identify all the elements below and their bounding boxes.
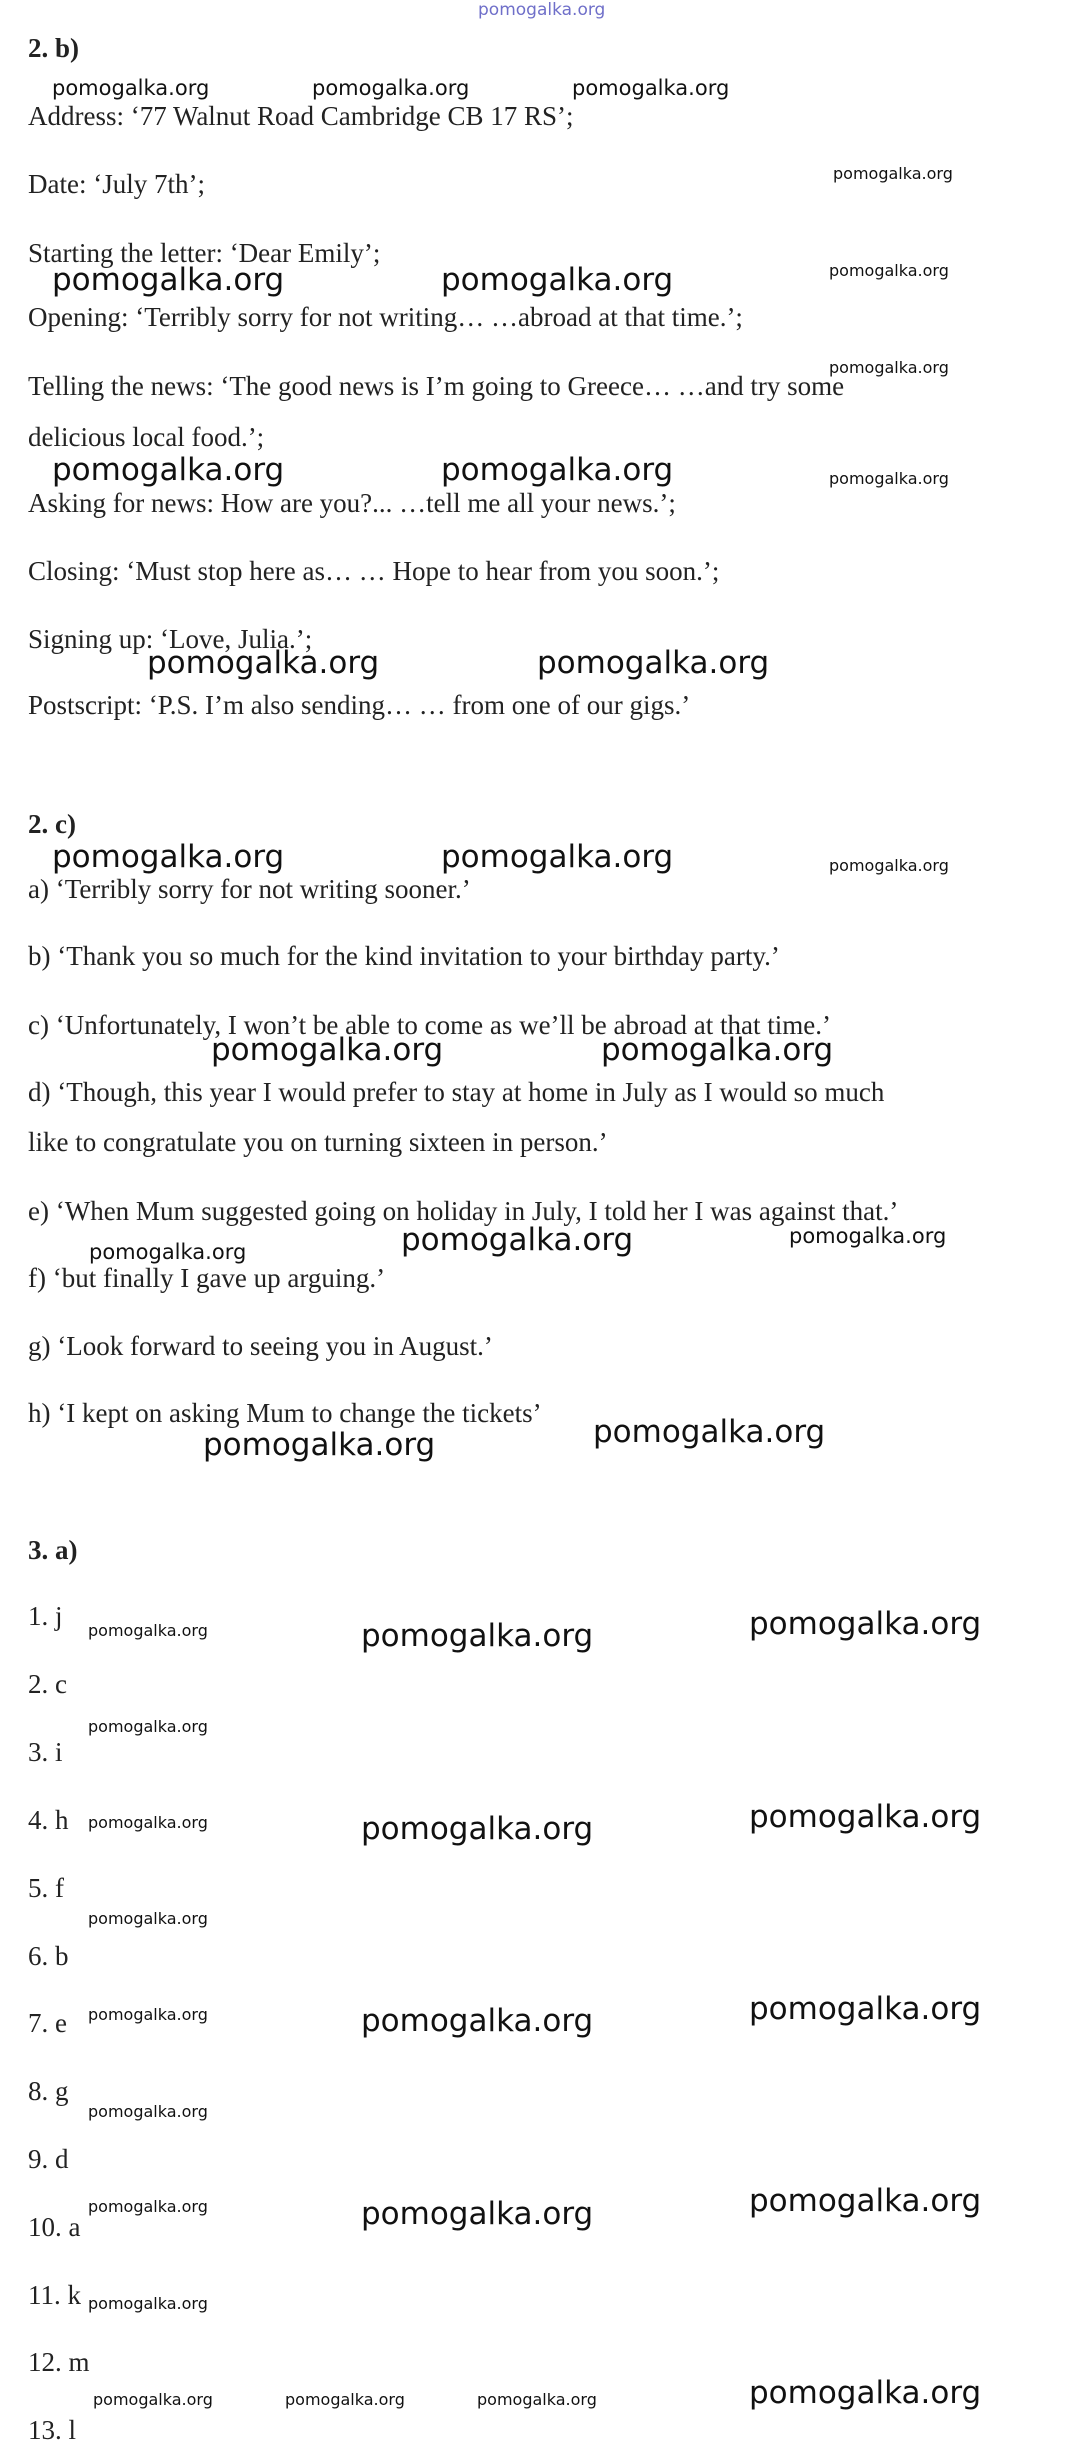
watermark: pomogalka.org bbox=[93, 2390, 213, 2409]
watermark: pomogalka.org bbox=[361, 1618, 594, 1654]
watermark: pomogalka.org bbox=[88, 1717, 208, 1736]
watermark: pomogalka.org bbox=[361, 2196, 594, 2232]
watermark: pomogalka.org bbox=[829, 856, 949, 875]
answer-line: 11. k bbox=[28, 2280, 81, 2310]
watermark: pomogalka.org bbox=[441, 452, 674, 488]
watermark: pomogalka.org bbox=[478, 0, 606, 20]
watermark: pomogalka.org bbox=[537, 645, 770, 681]
text-line: Date: ‘July 7th’; bbox=[28, 169, 205, 199]
answer-line: 3. i bbox=[28, 1737, 63, 1767]
watermark: pomogalka.org bbox=[88, 2102, 208, 2121]
text-line: Signing up: ‘Love, Julia.’; bbox=[28, 624, 313, 654]
watermark: pomogalka.org bbox=[833, 164, 953, 183]
watermark: pomogalka.org bbox=[52, 262, 285, 298]
watermark: pomogalka.org bbox=[88, 2197, 208, 2216]
text-line: f) ‘but finally I gave up arguing.’ bbox=[28, 1263, 386, 1293]
watermark: pomogalka.org bbox=[312, 76, 470, 100]
text-line: Opening: ‘Terribly sorry for not writing… …abroad at that time.’; bbox=[28, 302, 743, 332]
watermark: pomogalka.org bbox=[593, 1414, 826, 1450]
section-heading-2b: 2. b) bbox=[28, 33, 80, 63]
text-line: c) ‘Unfortunately, I won’t be able to come as we’ll be abroad at that time.’ bbox=[28, 1010, 831, 1040]
watermark: pomogalka.org bbox=[211, 1032, 444, 1068]
watermark: pomogalka.org bbox=[52, 452, 285, 488]
text-line: delicious local food.’; bbox=[28, 422, 265, 452]
text-line: Starting the letter: ‘Dear Emily’; bbox=[28, 238, 381, 268]
watermark: pomogalka.org bbox=[749, 1799, 982, 1835]
watermark: pomogalka.org bbox=[829, 469, 949, 488]
text-line: Postscript: ‘P.S. I’m also sending… … from one of our gigs.’ bbox=[28, 690, 691, 720]
text-line: Asking for news: How are you?... …tell me all your news.’; bbox=[28, 488, 676, 518]
watermark: pomogalka.org bbox=[441, 262, 674, 298]
answer-line: 5. f bbox=[28, 1873, 64, 1903]
watermark: pomogalka.org bbox=[749, 1991, 982, 2027]
answer-line: 6. b bbox=[28, 1941, 69, 1971]
watermark: pomogalka.org bbox=[749, 1606, 982, 1642]
watermark: pomogalka.org bbox=[361, 1811, 594, 1847]
watermark: pomogalka.org bbox=[361, 2003, 594, 2039]
watermark: pomogalka.org bbox=[147, 645, 380, 681]
watermark: pomogalka.org bbox=[89, 1240, 247, 1264]
answer-line: 13. l bbox=[28, 2415, 77, 2445]
text-line: h) ‘I kept on asking Mum to change the tickets’ bbox=[28, 1398, 542, 1428]
watermark: pomogalka.org bbox=[601, 1032, 834, 1068]
text-line: like to congratulate you on turning sixteen in person.’ bbox=[28, 1127, 608, 1157]
watermark: pomogalka.org bbox=[401, 1222, 634, 1258]
watermark: pomogalka.org bbox=[52, 76, 210, 100]
text-line: Closing: ‘Must stop here as… … Hope to hear from you soon.’; bbox=[28, 556, 720, 586]
watermark: pomogalka.org bbox=[203, 1427, 436, 1463]
watermark: pomogalka.org bbox=[789, 1224, 947, 1248]
watermark: pomogalka.org bbox=[88, 1813, 208, 1832]
watermark: pomogalka.org bbox=[88, 1621, 208, 1640]
answer-line: 8. g bbox=[28, 2076, 69, 2106]
watermark: pomogalka.org bbox=[88, 2294, 208, 2313]
watermark: pomogalka.org bbox=[52, 839, 285, 875]
answer-line: 1. j bbox=[28, 1601, 63, 1631]
answer-line: 10. a bbox=[28, 2212, 81, 2242]
answer-line: 9. d bbox=[28, 2144, 69, 2174]
watermark: pomogalka.org bbox=[749, 2183, 982, 2219]
answer-line: 2. c bbox=[28, 1669, 67, 1699]
watermark: pomogalka.org bbox=[829, 261, 949, 280]
section-heading-2c: 2. c) bbox=[28, 809, 76, 839]
watermark: pomogalka.org bbox=[88, 1909, 208, 1928]
watermark: pomogalka.org bbox=[441, 839, 674, 875]
answer-line: 4. h bbox=[28, 1805, 69, 1835]
answer-line: 7. e bbox=[28, 2008, 67, 2038]
text-line: Address: ‘77 Walnut Road Cambridge CB 17 RS’; bbox=[28, 101, 574, 131]
watermark: pomogalka.org bbox=[477, 2390, 597, 2409]
watermark: pomogalka.org bbox=[749, 2375, 982, 2411]
text-line: d) ‘Though, this year I would prefer to stay at home in July as I would so much bbox=[28, 1077, 885, 1107]
text-line: Telling the news: ‘The good news is I’m going to Greece… …and try some bbox=[28, 371, 845, 401]
watermark: pomogalka.org bbox=[88, 2005, 208, 2024]
text-line: b) ‘Thank you so much for the kind invitation to your birthday party.’ bbox=[28, 941, 780, 971]
answer-line: 12. m bbox=[28, 2347, 90, 2377]
text-line: e) ‘When Mum suggested going on holiday in July, I told her I was against that.’ bbox=[28, 1196, 899, 1226]
text-line: a) ‘Terribly sorry for not writing sooner.’ bbox=[28, 874, 471, 904]
watermark: pomogalka.org bbox=[572, 76, 730, 100]
text-line: g) ‘Look forward to seeing you in August.’ bbox=[28, 1331, 493, 1361]
section-heading-3a: 3. a) bbox=[28, 1535, 78, 1565]
watermark: pomogalka.org bbox=[829, 358, 949, 377]
watermark: pomogalka.org bbox=[285, 2390, 405, 2409]
